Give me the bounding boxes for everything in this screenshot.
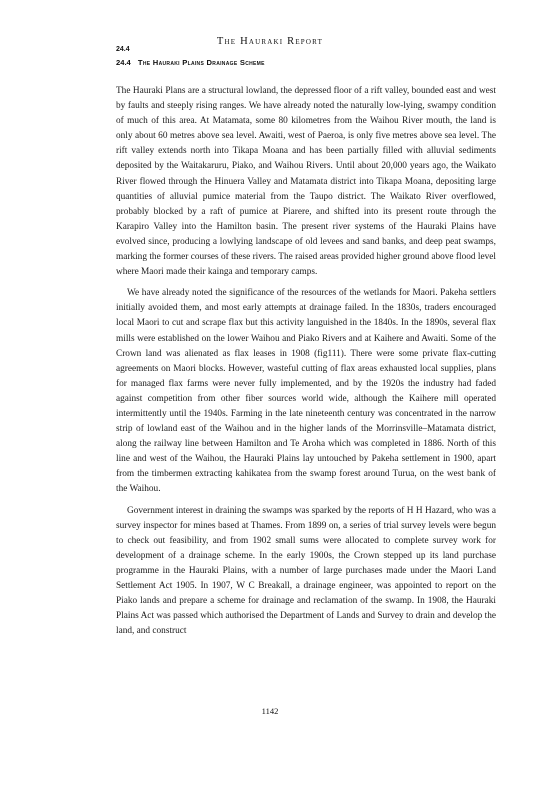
paragraph: Government interest in draining the swamps was sparked by the reports of H H Hazard, who was a survey inspector for mines based at Thames. From 1899 on, a series of trial survey levels were begun to check out feasibility, and from 1902 small sums were allocated to complete survey work for development of a drainage scheme. In the early 1900s, the Crown stepped up its land purchase programme in the Hauraki Plains, with a number of large purchases made under the Maori Land Settlement Act 1905. In 1907, W C Breakall, a drainage engineer, was appointed to report on the Piako lands and prepare a scheme for drainage and reclamation of the swamp. In 1908, the Hauraki Plains Act was passed which authorised the Department of Lands and Survey to drain and develop the land, and construct bbox=[116, 505, 496, 637]
paragraph: The Hauraki Plans are a structural lowland, the depressed floor of a rift valley, bounded east and west by faults and steeply rising ranges. We have already noted the naturally low-lying, swampy condition of much of this area. At Matamata, some 80 kilometres from the Waihou River mouth, the land is only about 60 metres above sea level. Awaiti, west of Paeroa, is only five metres above sea level. The rift valley extends north into Tikapa Moana and has been partially filled with alluvial sediments deposited by the Waitakaruru, Piako, and Waihou Rivers. Until about 20,000 years ago, the Waikato River flowed through the Hinuera Valley and Matamata district into Tikapa Moana, depositing large quantities of alluvial pumice material from the Taupo district. The Waikato River overflowed, probably blocked by a raft of pumice at Piarere, and shifted into its present route through the Karapiro Valley into the Hamilton basin. The present river systems of the Hauraki Plains have evolved since, producing a lowlying landscape of old levees and sand banks, and deep peat swamps, marking the former courses of these rivers. The raised areas provided higher ground above flood level where Maori made their kainga and temporary camps. bbox=[116, 86, 496, 278]
paragraph: We have already noted the significance of the resources of the wetlands for Maori. Pakeha settlers initially avoided them, and most early attempts at drainage failed. In the 1830s, traders encouraged local Maori to cut and scrape flax but this activity languished in the 1840s. In the 1890s, several flax mills were established on the lower Waihou and Piako Rivers and at Kaihere and Awaiti. Some of the Crown land was alienated as flax leases in 1908 (fig111). There were some private flax-cutting agreements on Maori blocks. However, wasteful cutting of flax areas exhausted local supplies, plans for managed flax farms were never fully implemented, and by the 1920s the industry had faded against competition from other fiber sources world wide, although the Kaihere mill operated intermittently until the 1940s. Farming in the late nineteenth century was concentrated in the narrow strip of lowland east of the Waihou and in the higher lands of the Morrinsville–Matamata district, along the railway line between Hamilton and Te Aroha which was completed in 1886. North of this line and west of the Waihou, the Hauraki Plains lay untouched by Pakeha settlement in 1900, apart from the timbermen extracting kahikatea from the swamp forest around Turua, on the west bank of the Waihou. bbox=[116, 288, 496, 495]
section-number-marker: 24.4 bbox=[116, 46, 130, 53]
page-number: 1142 bbox=[261, 706, 279, 716]
section-heading bbox=[116, 58, 496, 67]
body-text bbox=[116, 84, 496, 645]
section-heading-title: The Hauraki Plains Drainage Scheme bbox=[137, 58, 265, 67]
running-head: The Hauraki Report bbox=[216, 36, 324, 47]
section-heading-number: 24.4 bbox=[116, 58, 131, 67]
